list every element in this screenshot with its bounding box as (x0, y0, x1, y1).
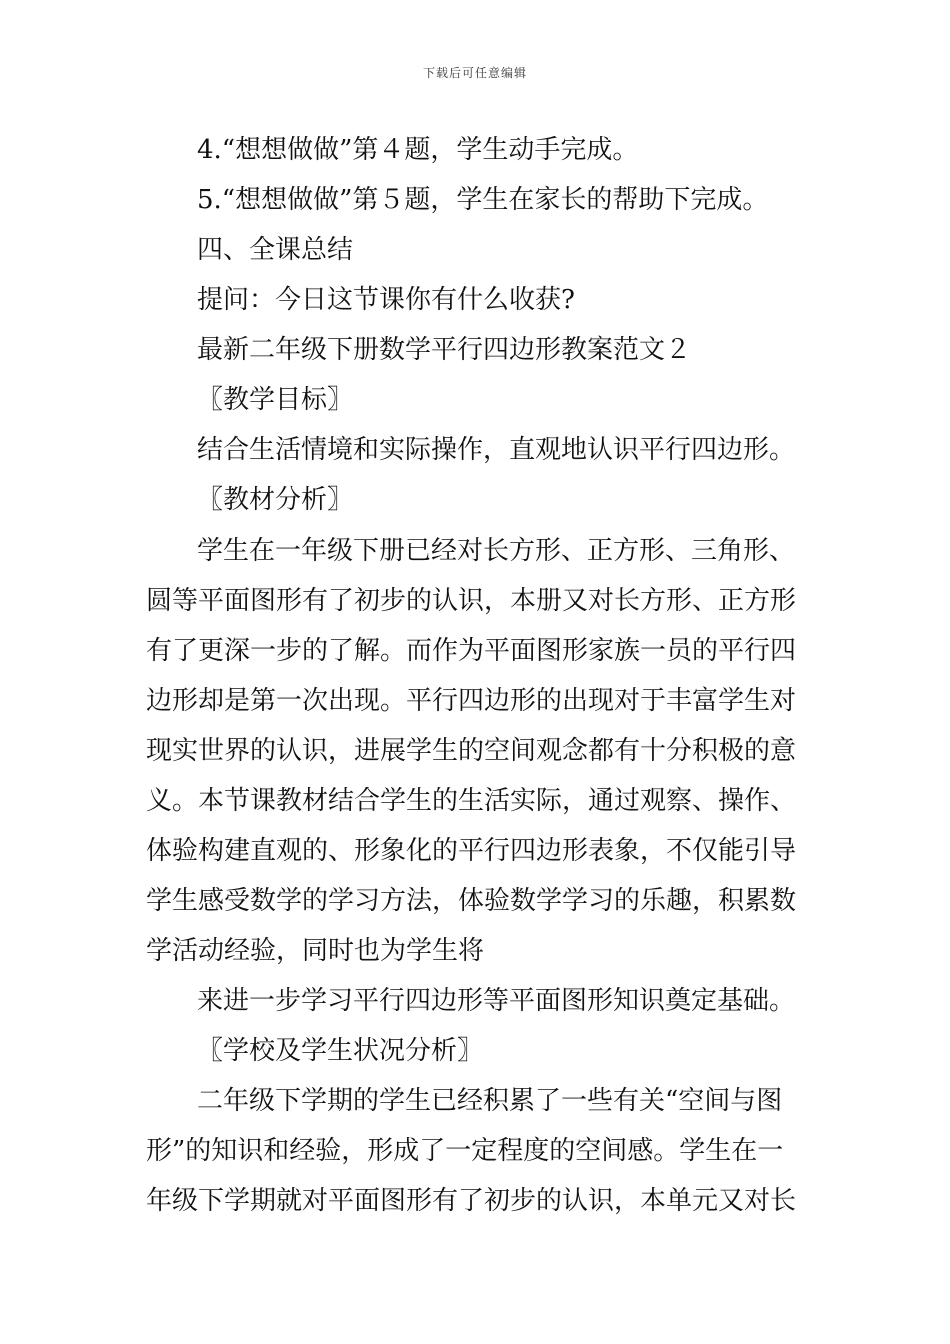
paragraph-line: 现实世界的认识，进展学生的空间观念都有十分积极的意 (146, 736, 797, 766)
paragraph-line: 学生在一年级下册已经对长方形、正方形、三角形、 (197, 536, 796, 566)
text-line: 四、全课总结 (197, 235, 354, 265)
paragraph-line: 学生感受数学的学习方法，体验数学学习的乐趣，积累数 (146, 886, 797, 916)
paragraph-line: 形”的知识和经验，形成了一定程度的空间感。学生在一 (146, 1136, 784, 1166)
text-line: 提问：今日这节课你有什么收获? (197, 285, 575, 315)
section-title: 最新二年级下册数学平行四边形教案范文２ (197, 335, 692, 365)
text-line: 5.“想想做做”第５题，学生在家长的帮助下完成。 (197, 185, 769, 215)
paragraph-line: 二年级下学期的学生已经积累了一些有关“空间与图 (197, 1086, 783, 1116)
paragraph-line: 学活动经验，同时也为学生将 (146, 936, 485, 966)
text-line: 4.“想想做做”第４题，学生动手完成。 (197, 135, 639, 165)
paragraph-line: 边形却是第一次出现。平行四边形的出现对于丰富学生对 (146, 686, 797, 716)
paragraph-line: 义。本节课教材结合学生的生活实际，通过观察、操作、 (146, 786, 797, 816)
paragraph-line: 有了更深一步的了解。而作为平面图形家族一员的平行四 (146, 636, 797, 666)
section-heading: 〖学校及学生状况分析〗 (197, 1036, 484, 1066)
paragraph-line: 体验构建直观的、形象化的平行四边形表象，不仅能引导 (146, 836, 797, 866)
text-line: 结合生活情境和实际操作，直观地认识平行四边形。 (197, 435, 796, 465)
paragraph-line: 圆等平面图形有了初步的认识，本册又对长方形、正方形 (146, 586, 797, 616)
paragraph-line: 年级下学期就对平面图形有了初步的认识，本单元又对长 (146, 1186, 797, 1216)
paragraph-line: 来进一步学习平行四边形等平面图形知识奠定基础。 (197, 986, 796, 1016)
section-heading: 〖教学目标〗 (197, 385, 354, 415)
section-heading: 〖教材分析〗 (197, 485, 354, 515)
page-header: 下载后可任意编辑 (422, 66, 527, 80)
